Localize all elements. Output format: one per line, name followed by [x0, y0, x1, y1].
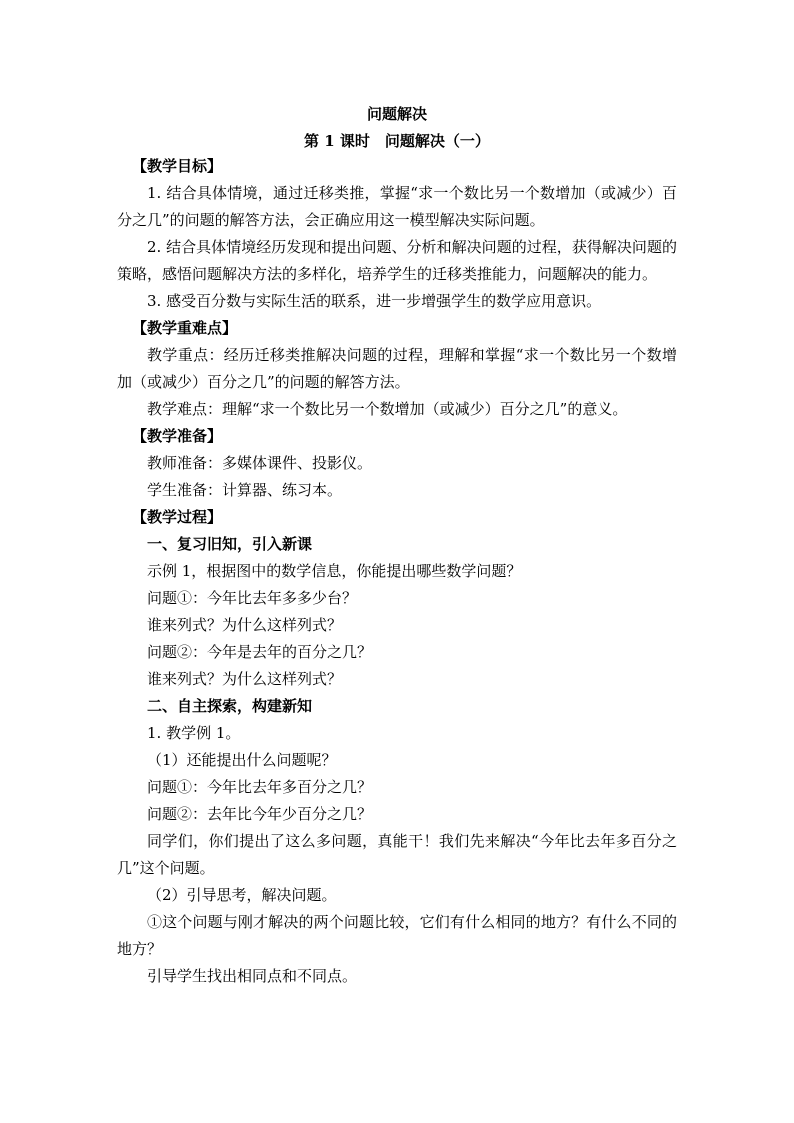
part1-line: 谁来列式？为什么这样列式？: [147, 670, 343, 688]
part2-compare: ①这个问题与刚才解决的两个问题比较，它们有什么相同的地方？有什么不同的地方？: [117, 913, 677, 958]
part2-heading: 二、自主探索，构建新知: [147, 697, 313, 715]
lesson-subtitle: 第 1 课时 问题解决（一）: [304, 132, 490, 150]
key-focus: 教学重点：经历迁移类推解决问题的过程，理解和掌握“求一个数比另一个数增加（或减少）百分之几”的问题的解答方法。: [117, 346, 677, 391]
part1-line: 示例 1，根据图中的数学信息，你能提出哪些数学问题？: [147, 562, 522, 580]
part1-line: 问题②：今年是去年的百分之几？: [147, 643, 373, 661]
page-title: 问题解决: [366, 105, 427, 123]
student-preparation: 学生准备：计算器、练习本。: [147, 481, 343, 499]
part2-praise: 同学们，你们提出了这么多问题，真能干！我们先来解决“今年比去年多百分之几”这个问题。: [117, 832, 677, 877]
objective-item: 3. 感受百分数与实际生活的联系，进一步增强学生的数学应用意识。: [147, 292, 602, 310]
part2-question-2: 问题②：去年比今年少百分之几？: [147, 805, 373, 823]
preparation-heading: 【教学准备】: [132, 427, 223, 445]
key-points-heading: 【教学重难点】: [132, 319, 238, 337]
key-difficulty: 教学难点：理解“求一个数比另一个数增加（或减少）百分之几”的意义。: [147, 400, 628, 418]
part2-sub1: （1）还能提出什么问题呢？: [147, 751, 337, 769]
part1-heading: 一、复习旧知，引入新课: [147, 535, 313, 553]
teacher-preparation: 教师准备：多媒体课件、投影仪。: [147, 454, 373, 472]
objective-item: 2. 结合具体情境经历发现和提出问题、分析和解决问题的过程，获得解决问题的策略，感悟问题解决方法的多样化，培养学生的迁移类推能力，问题解决的能力。: [117, 238, 677, 283]
part2-question-1: 问题①：今年比去年多百分之几？: [147, 778, 373, 796]
part2-guide: 引导学生找出相同点和不同点。: [147, 967, 358, 985]
part2-sub2: （2）引导思考，解决问题。: [147, 886, 337, 904]
part1-line: 问题①：今年比去年多多少台？: [147, 589, 358, 607]
objective-item: 1. 结合具体情境，通过迁移类推，掌握“求一个数比另一个数增加（或减少）百分之几”的问题的解答方法，会正确应用这一模型解决实际问题。: [117, 184, 677, 229]
process-heading: 【教学过程】: [132, 508, 223, 526]
part2-item1: 1. 教学例 1。: [147, 724, 241, 742]
objectives-heading: 【教学目标】: [132, 157, 223, 175]
part1-line: 谁来列式？为什么这样列式？: [147, 616, 343, 634]
document-body: [117, 153, 677, 990]
